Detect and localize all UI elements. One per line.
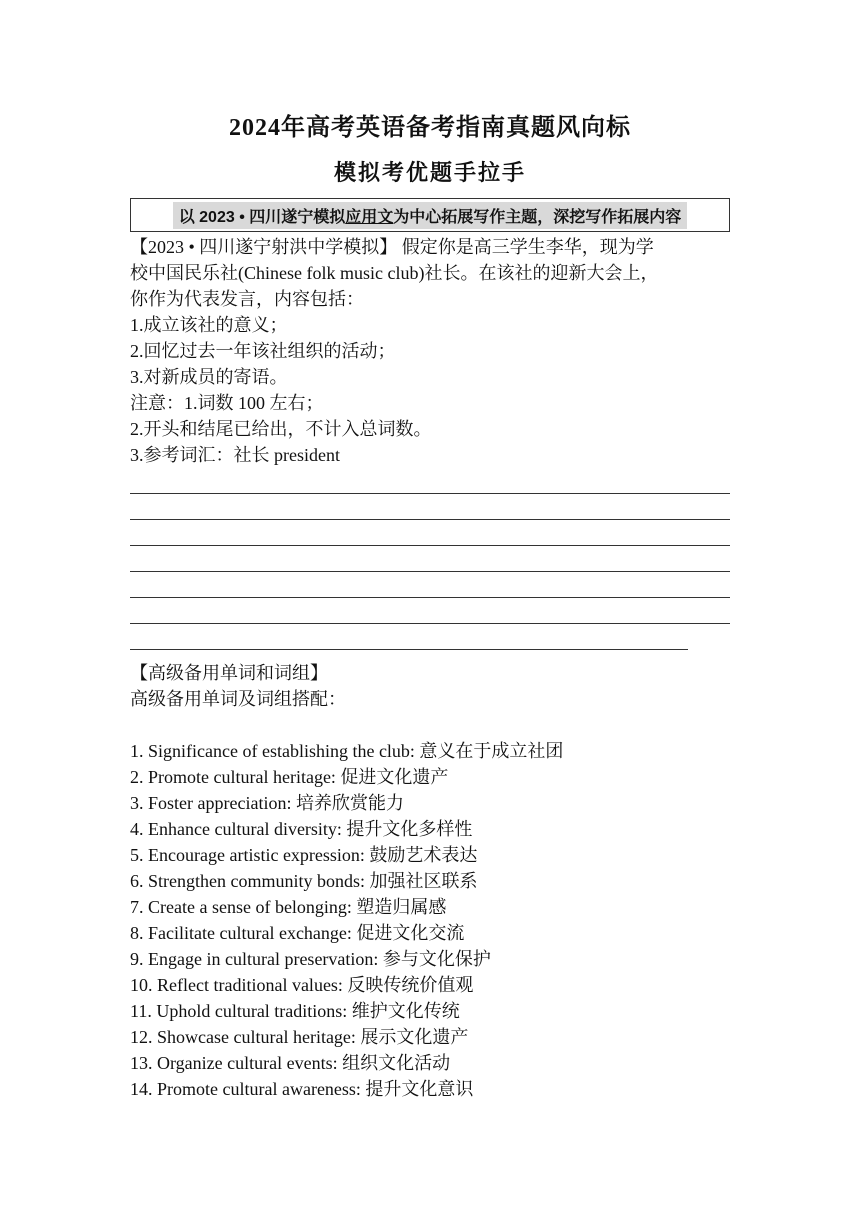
writing-line (130, 468, 730, 494)
vocab-subheading: 高级备用单词及词组搭配： (130, 689, 346, 709)
vocab-item: 8. Facilitate cultural exchange: 促进文化交流 (130, 923, 465, 943)
document-page (130, 110, 730, 1102)
prompt-point: 2.回忆过去一年该社组织的活动； (130, 341, 396, 361)
prompt-intro-line: 校中国民乐社(Chinese folk music club)社长。在该社的迎新大会上， (130, 263, 659, 283)
banner-suffix: 为中心拓展写作主题，深挖写作拓展内容 (393, 208, 682, 226)
prompt-note: 2.开头和结尾已给出，不计入总词数。 (130, 419, 432, 439)
vocab-item: 11. Uphold cultural traditions: 维护文化传统 (130, 1001, 460, 1021)
writing-line (130, 624, 688, 650)
writing-line (130, 572, 730, 598)
vocab-item: 12. Showcase cultural heritage: 展示文化遗产 (130, 1027, 469, 1047)
vocab-item: 10. Reflect traditional values: 反映传统价值观 (130, 975, 474, 995)
banner-underlined: 应用文 (345, 208, 394, 226)
page-subtitle: 模拟考优题手拉手 (333, 160, 526, 185)
prompt-point: 3.对新成员的寄语。 (130, 367, 288, 387)
writing-line (130, 598, 730, 624)
writing-line (130, 546, 730, 572)
writing-area (130, 468, 730, 650)
banner-text (173, 202, 688, 229)
vocab-item: 13. Organize cultural events: 组织文化活动 (130, 1053, 451, 1073)
prompt-point: 1.成立该社的意义； (130, 315, 288, 335)
vocab-heading: 【高级备用单词和词组】 (130, 663, 328, 683)
vocab-item: 2. Promote cultural heritage: 促进文化遗产 (130, 767, 449, 787)
vocab-item: 9. Engage in cultural preservation: 参与文化保护 (130, 949, 491, 969)
page-title: 2024年高考英语备考指南真题风向标 (229, 115, 631, 141)
vocab-item: 14. Promote cultural awareness: 提升文化意识 (130, 1079, 474, 1099)
topic-banner (130, 198, 730, 232)
vocab-item: 4. Enhance cultural diversity: 提升文化多样性 (130, 819, 473, 839)
vocab-section (130, 660, 730, 1102)
prompt-section (130, 234, 730, 468)
prompt-note: 注意：1.词数 100 左右； (130, 393, 324, 413)
banner-prefix: 以 2023 • 四川遂宁模拟 (178, 208, 346, 226)
vocab-item: 1. Significance of establishing the club: 意义在于成立社团 (130, 741, 564, 761)
vocab-item: 3. Foster appreciation: 培养欣赏能力 (130, 793, 404, 813)
vocab-item: 6. Strengthen community bonds: 加强社区联系 (130, 871, 478, 891)
prompt-intro-line: 你作为代表发言，内容包括： (130, 289, 364, 309)
prompt-intro-line: 【2023 • 四川遂宁射洪中学模拟】 假定你是高三学生李华，现为学 (130, 237, 654, 257)
writing-line (130, 494, 730, 520)
spacer (130, 712, 730, 738)
writing-line (130, 520, 730, 546)
vocab-item: 5. Encourage artistic expression: 鼓励艺术表达 (130, 845, 478, 865)
vocab-item: 7. Create a sense of belonging: 塑造归属感 (130, 897, 447, 917)
prompt-note: 3.参考词汇：社长 president (130, 445, 340, 465)
